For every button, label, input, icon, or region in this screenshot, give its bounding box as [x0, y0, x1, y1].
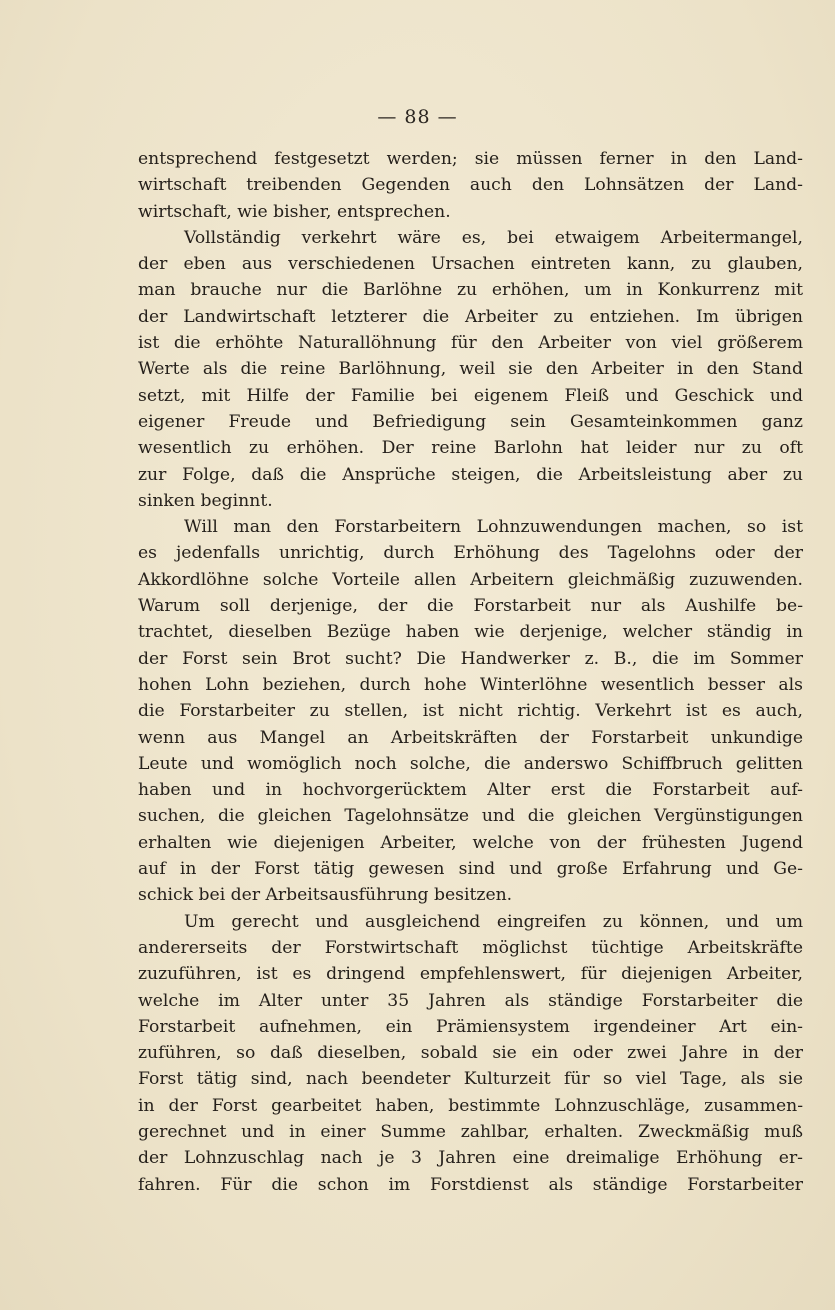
text-line: gerechnet und in einer Summe zahlbar, erhalten. Zweckmäßig muß	[138, 1121, 803, 1142]
text-line: erhalten wie diejenigen Arbeiter, welche von der frühesten Jugend	[138, 832, 803, 853]
text-line: wenn aus Mangel an Arbeitskräften der Forstarbeit unkundige	[138, 727, 803, 748]
text-line: in der Forst gearbeitet haben, bestimmte Lohnzuschläge, zusammen-	[138, 1095, 803, 1116]
text-line: entsprechend festgesetzt werden; sie müssen ferner in den Land-	[138, 149, 803, 169]
text-line: sinken beginnt.	[138, 490, 273, 511]
text-line: Forst tätig sind, nach beendeter Kulturzeit für so viel Tage, als sie	[138, 1069, 803, 1090]
text-line: setzt, mit Hilfe der Familie bei eigenem Fleiß und Geschick und	[138, 385, 803, 406]
text-line: zuführen, so daß dieselben, sobald sie ein oder zwei Jahre in der	[138, 1043, 803, 1064]
text-line: man brauche nur die Barlöhne zu erhöhen, um in Konkurrenz mit	[138, 280, 803, 301]
text-line: Forstarbeit aufnehmen, ein Prämiensystem irgendeiner Art ein-	[138, 1016, 803, 1037]
text-line: der Forst sein Brot sucht? Die Handwerker z. B., die im Sommer	[138, 648, 803, 669]
text-line: der Lohnzuschlag nach je 3 Jahren eine dreimalige Erhöhung er-	[138, 1148, 803, 1169]
text-line: Will man den Forstarbeitern Lohnzuwendungen machen, so ist	[184, 517, 803, 538]
text-line: hohen Lohn beziehen, durch hohe Winterlöhne wesentlich besser als	[138, 674, 803, 695]
text-line: Akkordlöhne solche Vorteile allen Arbeitern gleichmäßig zuzuwenden.	[138, 569, 803, 590]
text-line: zuzuführen, ist es dringend empfehlenswert, für diejenigen Arbeiter,	[138, 964, 803, 985]
text-line: Um gerecht und ausgleichend eingreifen zu können, und um	[184, 911, 803, 932]
text-line: suchen, die gleichen Tagelohnsätze und die gleichen Vergünstigungen	[138, 806, 803, 827]
text-line: wesentlich zu erhöhen. Der reine Barlohn hat leider nur zu oft	[138, 438, 803, 459]
text-line: welche im Alter unter 35 Jahren als ständige Forstarbeiter die	[138, 990, 803, 1011]
text-line: es jedenfalls unrichtig, durch Erhöhung des Tagelohns oder der	[138, 543, 803, 564]
text-line: zur Folge, daß die Ansprüche steigen, die Arbeitsleistung aber zu	[138, 464, 803, 485]
text-line: auf in der Forst tätig gewesen sind und große Erfahrung und Ge-	[138, 859, 803, 880]
text-line: Vollständig verkehrt wäre es, bei etwaigem Arbeitermangel,	[184, 227, 803, 248]
text-line: haben und in hochvorgerücktem Alter erst die Forstarbeit auf-	[138, 780, 803, 801]
text-line: schick bei der Arbeitsausführung besitzen.	[138, 885, 513, 906]
text-line: ist die erhöhte Naturallöhnung für den Arbeiter von viel größerem	[138, 333, 803, 354]
text-line: der eben aus verschiedenen Ursachen eintreten kann, zu glauben,	[138, 254, 803, 275]
body-text	[138, 146, 803, 1198]
text-line: Leute und womöglich noch solche, die anderswo Schiffbruch gelitten	[138, 753, 803, 774]
text-line: eigener Freude und Befriedigung sein Gesamteinkommen ganz	[138, 411, 803, 432]
text-line: trachtet, dieselben Bezüge haben wie derjenige, welcher ständig in	[138, 622, 803, 643]
text-line: die Forstarbeiter zu stellen, ist nicht richtig. Verkehrt ist es auch,	[138, 701, 803, 722]
page-number: — 88 —	[377, 106, 458, 128]
text-line: Werte als die reine Barlöhnung, weil sie den Arbeiter in den Stand	[138, 359, 803, 380]
text-line: der Landwirtschaft letzterer die Arbeiter zu entziehen. Im übrigen	[138, 306, 803, 327]
text-line: andererseits der Forstwirtschaft möglichst tüchtige Arbeitskräfte	[138, 937, 803, 958]
text-line: wirtschaft treibenden Gegenden auch den Lohnsätzen der Land-	[138, 175, 803, 196]
text-line: wirtschaft, wie bisher, entsprechen.	[138, 201, 451, 222]
text-line: fahren. Für die schon im Forstdienst als ständige Forstarbeiter	[138, 1174, 803, 1195]
text-line: Warum soll derjenige, der die Forstarbeit nur als Aushilfe be-	[138, 596, 803, 617]
